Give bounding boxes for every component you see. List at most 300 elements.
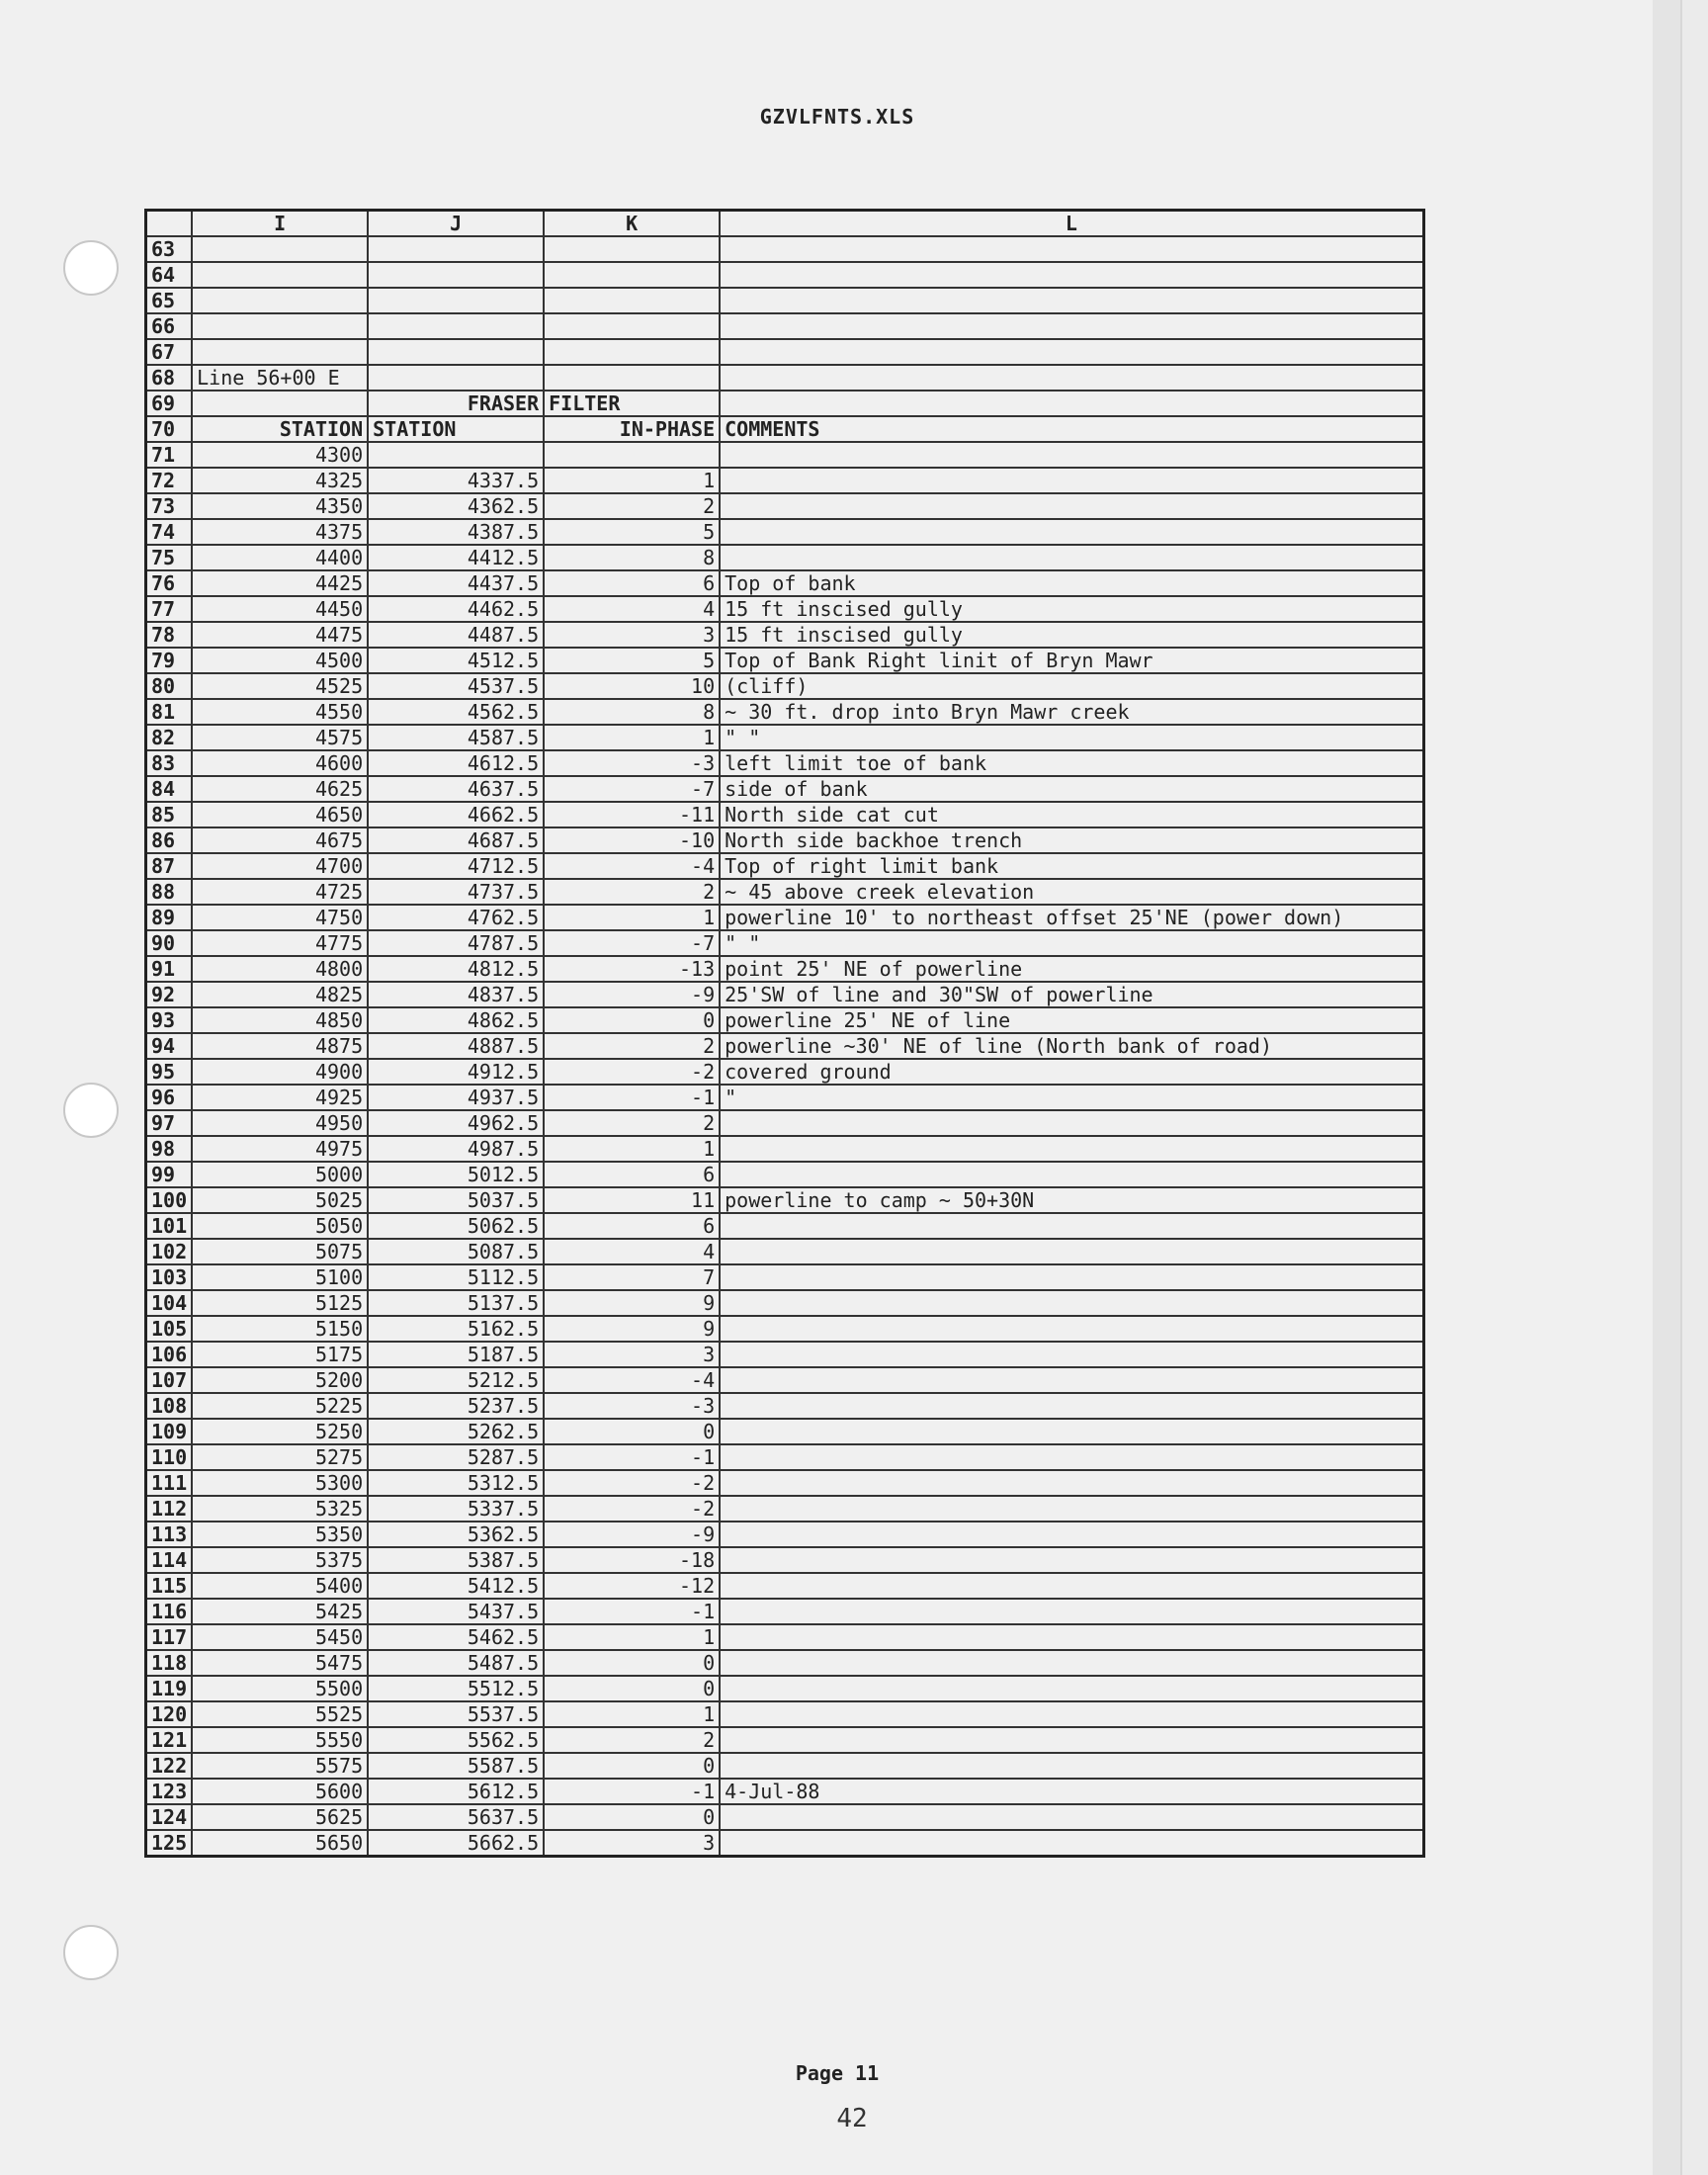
row-number: 80 [146, 673, 193, 699]
table-row [146, 1239, 1424, 1264]
cell-station: 4325 [192, 468, 368, 493]
cell-in-phase: 1 [544, 725, 720, 750]
column-header-row [146, 211, 1424, 237]
cell-in-phase [544, 313, 720, 339]
row-number: 79 [146, 648, 193, 673]
cell-in-phase: -9 [544, 982, 720, 1007]
cell-fraser-station: 5587.5 [368, 1753, 544, 1779]
cell-station [192, 236, 368, 262]
table-row [146, 1547, 1424, 1573]
table-row [146, 493, 1424, 519]
table-row [146, 1444, 1424, 1470]
table-row [146, 1290, 1424, 1316]
table-row [146, 1727, 1424, 1753]
cell-station: 4400 [192, 545, 368, 570]
cell-in-phase: -11 [544, 802, 720, 827]
row-number: 66 [146, 313, 193, 339]
row-number: 115 [146, 1573, 193, 1599]
row-number: 122 [146, 1753, 193, 1779]
cell-comments [720, 1367, 1423, 1393]
cell-comments [720, 1496, 1423, 1522]
cell-comments [720, 1522, 1423, 1547]
cell-in-phase: 0 [544, 1753, 720, 1779]
table-row [146, 596, 1424, 622]
cell-in-phase: 0 [544, 1007, 720, 1033]
cell-comments [720, 1136, 1423, 1162]
cell-fraser-station: 5212.5 [368, 1367, 544, 1393]
row-number: 101 [146, 1213, 193, 1239]
cell-fraser-station: 5462.5 [368, 1624, 544, 1650]
table-row [146, 1316, 1424, 1342]
cell-station: 5575 [192, 1753, 368, 1779]
cell-in-phase: -13 [544, 956, 720, 982]
cell-fraser-station: 5637.5 [368, 1804, 544, 1830]
cell-comments: powerline ~30' NE of line (North bank of road) [720, 1033, 1423, 1059]
cell-comments [720, 339, 1423, 365]
table-row [146, 879, 1424, 905]
cell-comments [720, 1162, 1423, 1187]
cell-station: 5000 [192, 1162, 368, 1187]
cell-comments [720, 1547, 1423, 1573]
cell-station: 4800 [192, 956, 368, 982]
cell-station: 5100 [192, 1264, 368, 1290]
cell-station: 5550 [192, 1727, 368, 1753]
cell-in-phase [544, 365, 720, 391]
row-number: 98 [146, 1136, 193, 1162]
cell-station: 4425 [192, 570, 368, 596]
table-row [146, 468, 1424, 493]
cell-comments: Top of bank [720, 570, 1423, 596]
cell-station: 5375 [192, 1547, 368, 1573]
row-number: 72 [146, 468, 193, 493]
cell-fraser-station: 5662.5 [368, 1830, 544, 1857]
cell-fraser-station: 4937.5 [368, 1085, 544, 1110]
cell-fraser-station: 4412.5 [368, 545, 544, 570]
column-header-l: L [720, 211, 1423, 237]
table-row [146, 1804, 1424, 1830]
row-number: 108 [146, 1393, 193, 1419]
cell-in-phase: 1 [544, 1624, 720, 1650]
cell-in-phase: -12 [544, 1573, 720, 1599]
row-number: 68 [146, 365, 193, 391]
cell-in-phase: -1 [544, 1779, 720, 1804]
cell-fraser-station [368, 442, 544, 468]
cell-station: 4625 [192, 776, 368, 802]
cell-fraser-station: 4687.5 [368, 827, 544, 853]
cell-in-phase: 6 [544, 1162, 720, 1187]
row-number: 82 [146, 725, 193, 750]
table-row [146, 776, 1424, 802]
cell-fraser-station [368, 236, 544, 262]
table-row [146, 391, 1424, 416]
row-number: 96 [146, 1085, 193, 1110]
cell-comments [720, 545, 1423, 570]
row-number: 97 [146, 1110, 193, 1136]
cell-comments [720, 493, 1423, 519]
cell-fraser-station: 4362.5 [368, 493, 544, 519]
cell-in-phase [544, 236, 720, 262]
table-row [146, 339, 1424, 365]
table-row [146, 1085, 1424, 1110]
cell-fraser-station: 5512.5 [368, 1676, 544, 1701]
cell-comments: " " [720, 930, 1423, 956]
cell-fraser-station: 4737.5 [368, 879, 544, 905]
cell-in-phase: 2 [544, 493, 720, 519]
row-number: 86 [146, 827, 193, 853]
cell-station: STATION [192, 416, 368, 442]
row-number: 91 [146, 956, 193, 982]
table-row [146, 750, 1424, 776]
binder-hole-bottom [63, 1925, 119, 1980]
column-header-k: K [544, 211, 720, 237]
cell-comments [720, 288, 1423, 313]
cell-station: 4650 [192, 802, 368, 827]
row-number: 76 [146, 570, 193, 596]
cell-station: 5125 [192, 1290, 368, 1316]
row-number: 92 [146, 982, 193, 1007]
table-row [146, 1624, 1424, 1650]
cell-station: 5425 [192, 1599, 368, 1624]
cell-comments [720, 1727, 1423, 1753]
cell-comments [720, 1213, 1423, 1239]
cell-in-phase: -1 [544, 1599, 720, 1624]
cell-comments [720, 236, 1423, 262]
row-number: 125 [146, 1830, 193, 1857]
row-number: 106 [146, 1342, 193, 1367]
table-row [146, 365, 1424, 391]
cell-station: 4375 [192, 519, 368, 545]
cell-fraser-station: 5037.5 [368, 1187, 544, 1213]
cell-station: 5275 [192, 1444, 368, 1470]
cell-fraser-station: 4837.5 [368, 982, 544, 1007]
cell-comments [720, 442, 1423, 468]
table-row [146, 442, 1424, 468]
cell-fraser-station [368, 365, 544, 391]
cell-fraser-station: 4462.5 [368, 596, 544, 622]
cell-in-phase: -3 [544, 1393, 720, 1419]
row-number: 113 [146, 1522, 193, 1547]
row-number: 124 [146, 1804, 193, 1830]
cell-comments [720, 1110, 1423, 1136]
cell-station: 4550 [192, 699, 368, 725]
cell-in-phase: 1 [544, 1136, 720, 1162]
cell-fraser-station: 4537.5 [368, 673, 544, 699]
cell-in-phase [544, 339, 720, 365]
cell-in-phase: -2 [544, 1059, 720, 1085]
row-number: 88 [146, 879, 193, 905]
row-number: 103 [146, 1264, 193, 1290]
row-number: 81 [146, 699, 193, 725]
cell-fraser-station: 5262.5 [368, 1419, 544, 1444]
cell-in-phase: -2 [544, 1496, 720, 1522]
cell-comments [720, 1804, 1423, 1830]
table-row [146, 1110, 1424, 1136]
cell-fraser-station: 5187.5 [368, 1342, 544, 1367]
cell-station: 5150 [192, 1316, 368, 1342]
table-row [146, 236, 1424, 262]
table-row [146, 725, 1424, 750]
cell-comments [720, 1393, 1423, 1419]
table-row [146, 416, 1424, 442]
cell-in-phase: FILTER [544, 391, 720, 416]
cell-comments [720, 365, 1423, 391]
cell-in-phase: 1 [544, 905, 720, 930]
row-number: 90 [146, 930, 193, 956]
cell-comments: 15 ft inscised gully [720, 596, 1423, 622]
cell-in-phase: -4 [544, 853, 720, 879]
table-row [146, 673, 1424, 699]
table-row [146, 956, 1424, 982]
cell-fraser-station: 4712.5 [368, 853, 544, 879]
cell-station: 5650 [192, 1830, 368, 1857]
cell-comments [720, 1316, 1423, 1342]
cell-station: 5050 [192, 1213, 368, 1239]
cell-comments: North side backhoe trench [720, 827, 1423, 853]
row-number: 107 [146, 1367, 193, 1393]
table-row [146, 1470, 1424, 1496]
cell-station: 5625 [192, 1804, 368, 1830]
cell-comments [720, 1264, 1423, 1290]
cell-comments: Top of right limit bank [720, 853, 1423, 879]
cell-station: 4875 [192, 1033, 368, 1059]
cell-comments [720, 1676, 1423, 1701]
row-number: 64 [146, 262, 193, 288]
cell-fraser-station: 4812.5 [368, 956, 544, 982]
cell-comments: 4-Jul-88 [720, 1779, 1423, 1804]
cell-station: 4350 [192, 493, 368, 519]
cell-station: 4750 [192, 905, 368, 930]
cell-station: 5475 [192, 1650, 368, 1676]
table-row [146, 1393, 1424, 1419]
cell-station [192, 262, 368, 288]
table-row [146, 1059, 1424, 1085]
row-number: 83 [146, 750, 193, 776]
cell-in-phase: 3 [544, 1830, 720, 1857]
cell-in-phase: 2 [544, 1727, 720, 1753]
cell-station [192, 288, 368, 313]
cell-comments: " [720, 1085, 1423, 1110]
row-number: 78 [146, 622, 193, 648]
cell-fraser-station: 4387.5 [368, 519, 544, 545]
cell-station [192, 339, 368, 365]
table-row [146, 1264, 1424, 1290]
cell-fraser-station: 5437.5 [368, 1599, 544, 1624]
cell-station: 4475 [192, 622, 368, 648]
row-number: 118 [146, 1650, 193, 1676]
row-number: 71 [146, 442, 193, 468]
table-row [146, 1753, 1424, 1779]
cell-station: 5250 [192, 1419, 368, 1444]
cell-comments [720, 519, 1423, 545]
cell-in-phase: -1 [544, 1085, 720, 1110]
cell-comments: point 25' NE of powerline [720, 956, 1423, 982]
row-number: 69 [146, 391, 193, 416]
row-number: 89 [146, 905, 193, 930]
cell-fraser-station: 5012.5 [368, 1162, 544, 1187]
cell-comments [720, 1650, 1423, 1676]
cell-fraser-station: 4987.5 [368, 1136, 544, 1162]
table-row [146, 802, 1424, 827]
table-row [146, 1213, 1424, 1239]
cell-comments [720, 1753, 1423, 1779]
table-row [146, 622, 1424, 648]
cell-fraser-station: 4437.5 [368, 570, 544, 596]
binder-hole-middle [63, 1083, 119, 1138]
table-row [146, 519, 1424, 545]
cell-comments [720, 1290, 1423, 1316]
cell-comments: 15 ft inscised gully [720, 622, 1423, 648]
cell-fraser-station: 4912.5 [368, 1059, 544, 1085]
cell-fraser-station: 5612.5 [368, 1779, 544, 1804]
cell-station: 4725 [192, 879, 368, 905]
row-number: 120 [146, 1701, 193, 1727]
cell-station: 5225 [192, 1393, 368, 1419]
row-number: 114 [146, 1547, 193, 1573]
cell-station: 4575 [192, 725, 368, 750]
cell-in-phase: 2 [544, 1110, 720, 1136]
cell-in-phase: 5 [544, 648, 720, 673]
cell-station: 5350 [192, 1522, 368, 1547]
cell-in-phase: 7 [544, 1264, 720, 1290]
row-number: 109 [146, 1419, 193, 1444]
cell-fraser-station: 5487.5 [368, 1650, 544, 1676]
row-number: 112 [146, 1496, 193, 1522]
cell-in-phase: 9 [544, 1316, 720, 1342]
cell-fraser-station [368, 262, 544, 288]
cell-comments [720, 1342, 1423, 1367]
row-number: 95 [146, 1059, 193, 1085]
table-row [146, 545, 1424, 570]
row-number: 117 [146, 1624, 193, 1650]
table-row [146, 982, 1424, 1007]
table-row [146, 262, 1424, 288]
cell-station: 4600 [192, 750, 368, 776]
cell-in-phase: 1 [544, 468, 720, 493]
cell-in-phase: -7 [544, 776, 720, 802]
cell-comments: COMMENTS [720, 416, 1423, 442]
spreadsheet-table [144, 209, 1425, 1858]
cell-comments: " " [720, 725, 1423, 750]
cell-fraser-station: 5112.5 [368, 1264, 544, 1290]
table-row [146, 648, 1424, 673]
cell-station: 4500 [192, 648, 368, 673]
table-row [146, 1830, 1424, 1857]
table-row [146, 1419, 1424, 1444]
cell-station: 5400 [192, 1573, 368, 1599]
cell-station: 5600 [192, 1779, 368, 1804]
cell-station: 4975 [192, 1136, 368, 1162]
table-row [146, 1033, 1424, 1059]
cell-station: 5450 [192, 1624, 368, 1650]
cell-in-phase: 2 [544, 879, 720, 905]
table-row [146, 313, 1424, 339]
cell-fraser-station: 5337.5 [368, 1496, 544, 1522]
cell-in-phase: -10 [544, 827, 720, 853]
row-number: 84 [146, 776, 193, 802]
cell-fraser-station [368, 339, 544, 365]
cell-in-phase: 6 [544, 570, 720, 596]
row-number: 119 [146, 1676, 193, 1701]
page-label: Page 11 [795, 2061, 880, 2085]
table-row [146, 930, 1424, 956]
cell-comments: powerline to camp ~ 50+30N [720, 1187, 1423, 1213]
cell-in-phase: -3 [544, 750, 720, 776]
cell-comments [720, 1419, 1423, 1444]
row-number: 73 [146, 493, 193, 519]
cell-comments [720, 1470, 1423, 1496]
cell-station: 4450 [192, 596, 368, 622]
cell-fraser-station: 5537.5 [368, 1701, 544, 1727]
cell-in-phase [544, 262, 720, 288]
cell-fraser-station [368, 288, 544, 313]
cell-station: 5200 [192, 1367, 368, 1393]
row-number: 87 [146, 853, 193, 879]
cell-in-phase: 1 [544, 1701, 720, 1727]
spreadsheet-body [146, 236, 1424, 1857]
cell-comments [720, 391, 1423, 416]
cell-station: 4900 [192, 1059, 368, 1085]
cell-comments [720, 313, 1423, 339]
cell-fraser-station: 4762.5 [368, 905, 544, 930]
cell-comments: covered ground [720, 1059, 1423, 1085]
cell-in-phase [544, 442, 720, 468]
page-number: 42 [836, 2104, 868, 2133]
cell-in-phase: -1 [544, 1444, 720, 1470]
cell-fraser-station: 4787.5 [368, 930, 544, 956]
cell-fraser-station [368, 313, 544, 339]
cell-fraser-station: 4862.5 [368, 1007, 544, 1033]
cell-station [192, 313, 368, 339]
column-header-j: J [368, 211, 544, 237]
cell-in-phase: -9 [544, 1522, 720, 1547]
cell-in-phase: -18 [544, 1547, 720, 1573]
cell-fraser-station: 5287.5 [368, 1444, 544, 1470]
cell-station: 4525 [192, 673, 368, 699]
cell-in-phase [544, 288, 720, 313]
cell-fraser-station: 4962.5 [368, 1110, 544, 1136]
cell-in-phase: 3 [544, 622, 720, 648]
cell-comments [720, 262, 1423, 288]
row-number: 70 [146, 416, 193, 442]
cell-in-phase: 4 [544, 596, 720, 622]
cell-station: Line 56+00 E [192, 365, 368, 391]
row-number: 63 [146, 236, 193, 262]
cell-comments: powerline 10' to northeast offset 25'NE (power down) [720, 905, 1423, 930]
cell-comments [720, 1830, 1423, 1857]
row-number: 85 [146, 802, 193, 827]
cell-station: 4925 [192, 1085, 368, 1110]
row-number: 121 [146, 1727, 193, 1753]
cell-fraser-station: 4587.5 [368, 725, 544, 750]
cell-comments: ~ 30 ft. drop into Bryn Mawr creek [720, 699, 1423, 725]
cell-fraser-station: 4562.5 [368, 699, 544, 725]
cell-comments: (cliff) [720, 673, 1423, 699]
cell-station: 4300 [192, 442, 368, 468]
cell-station: 4775 [192, 930, 368, 956]
cell-fraser-station: 4512.5 [368, 648, 544, 673]
cell-in-phase: 6 [544, 1213, 720, 1239]
cell-in-phase: IN-PHASE [544, 416, 720, 442]
cell-fraser-station: 5412.5 [368, 1573, 544, 1599]
cell-in-phase: 11 [544, 1187, 720, 1213]
table-row [146, 699, 1424, 725]
cell-station: 4700 [192, 853, 368, 879]
cell-in-phase: 3 [544, 1342, 720, 1367]
row-number: 65 [146, 288, 193, 313]
cell-comments [720, 468, 1423, 493]
table-row [146, 1007, 1424, 1033]
corner-cell [146, 211, 193, 237]
